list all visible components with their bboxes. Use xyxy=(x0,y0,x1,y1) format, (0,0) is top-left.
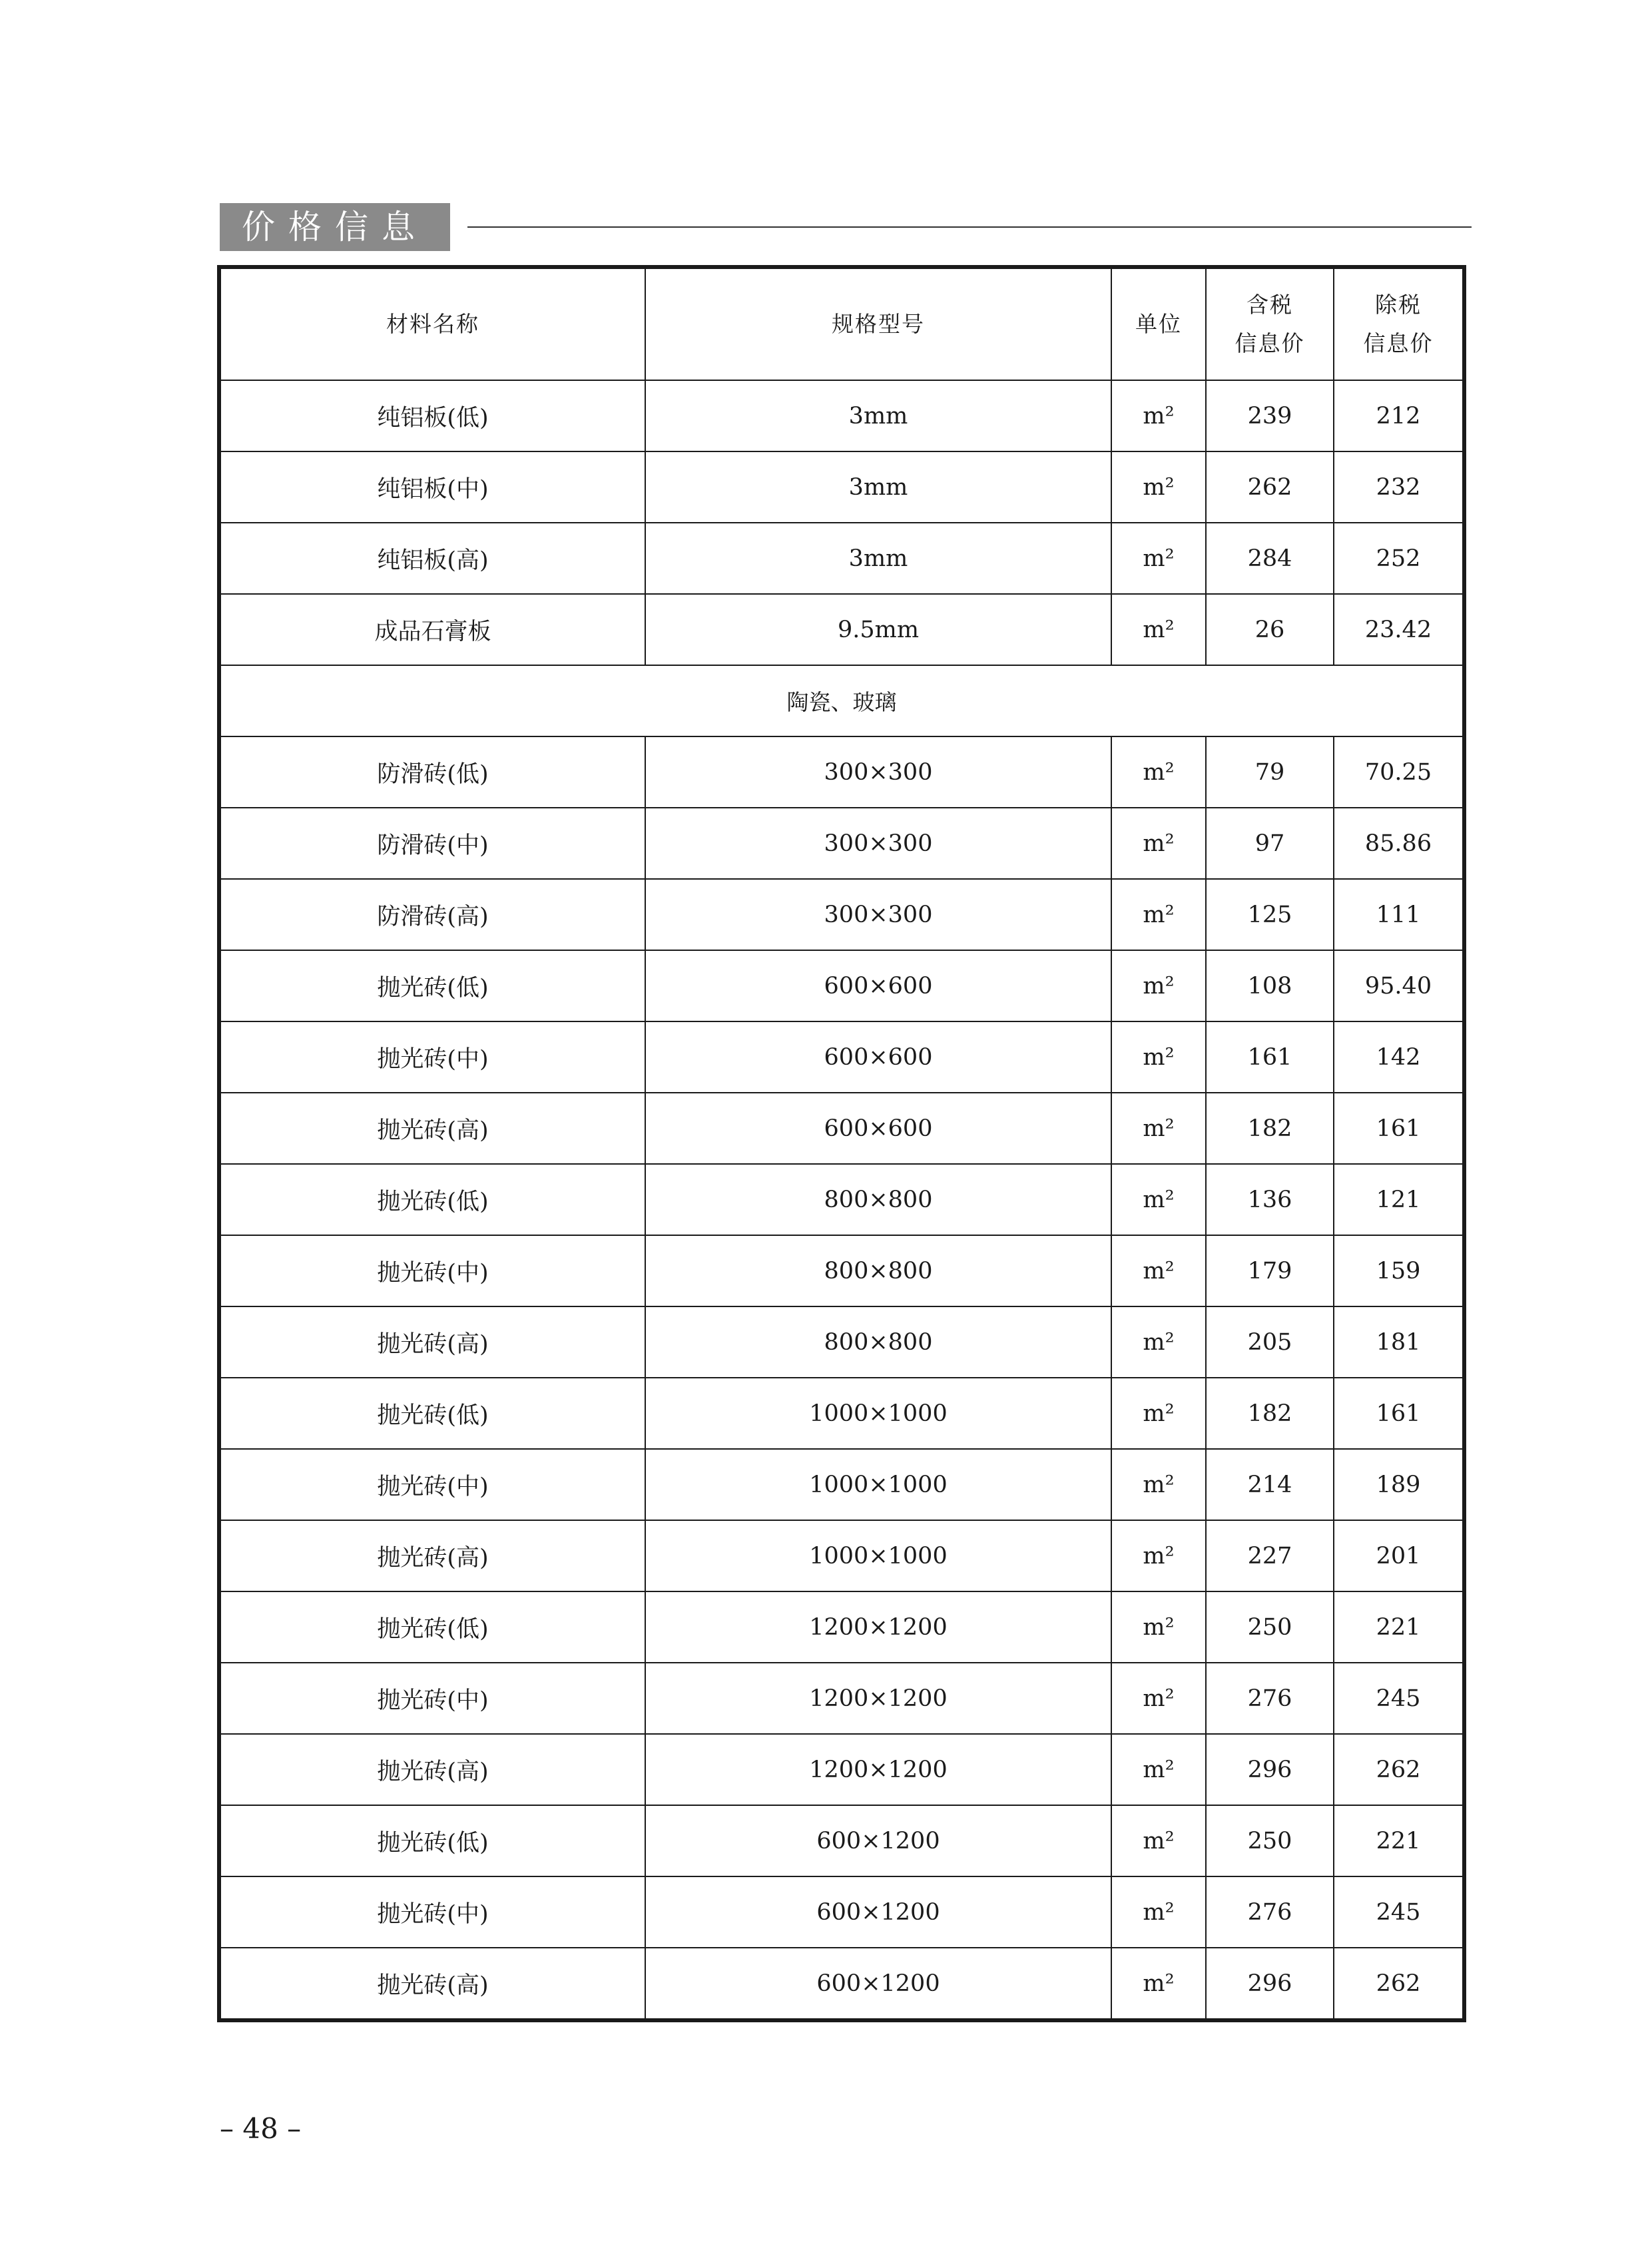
cell-spec: 600×1200 xyxy=(645,1876,1111,1948)
table-row xyxy=(219,380,1464,451)
cell-price-without-tax: 159 xyxy=(1334,1235,1464,1306)
cell-material-name: 纯铝板(中) xyxy=(219,451,645,523)
cell-spec: 3mm xyxy=(645,523,1111,594)
table-row xyxy=(219,451,1464,523)
cell-material-name: 纯铝板(低) xyxy=(219,380,645,451)
table-row xyxy=(219,950,1464,1021)
table-row xyxy=(219,1021,1464,1093)
cell-price-with-tax: 250 xyxy=(1206,1591,1334,1663)
cell-price-without-tax: 95.40 xyxy=(1334,950,1464,1021)
cell-unit: m² xyxy=(1111,1948,1206,2020)
cell-unit: m² xyxy=(1111,1235,1206,1306)
header-unit: 单位 xyxy=(1111,267,1206,380)
cell-price-with-tax: 136 xyxy=(1206,1164,1334,1235)
cell-unit: m² xyxy=(1111,1164,1206,1235)
cell-price-without-tax: 121 xyxy=(1334,1164,1464,1235)
cell-price-with-tax: 296 xyxy=(1206,1734,1334,1805)
cell-price-without-tax: 181 xyxy=(1334,1306,1464,1378)
cell-material-name: 抛光砖(高) xyxy=(219,1093,645,1164)
cell-material-name: 抛光砖(中) xyxy=(219,1021,645,1093)
cell-price-with-tax: 108 xyxy=(1206,950,1334,1021)
cell-spec: 800×800 xyxy=(645,1235,1111,1306)
cell-price-with-tax: 250 xyxy=(1206,1805,1334,1876)
category-label: 陶瓷、玻璃 xyxy=(219,665,1464,736)
cell-unit: m² xyxy=(1111,879,1206,950)
cell-spec: 9.5mm xyxy=(645,594,1111,665)
table-row xyxy=(219,1164,1464,1235)
table-row xyxy=(219,1093,1464,1164)
table-row xyxy=(219,1734,1464,1805)
table-row xyxy=(219,1449,1464,1520)
table-row xyxy=(219,1378,1464,1449)
cell-spec: 1000×1000 xyxy=(645,1520,1111,1591)
cell-price-with-tax: 284 xyxy=(1206,523,1334,594)
cell-price-without-tax: 252 xyxy=(1334,523,1464,594)
cell-spec: 800×800 xyxy=(645,1164,1111,1235)
cell-unit: m² xyxy=(1111,1663,1206,1734)
table-row xyxy=(219,523,1464,594)
cell-material-name: 抛光砖(中) xyxy=(219,1876,645,1948)
cell-material-name: 抛光砖(低) xyxy=(219,950,645,1021)
cell-material-name: 防滑砖(中) xyxy=(219,808,645,879)
cell-unit: m² xyxy=(1111,1734,1206,1805)
cell-price-with-tax: 276 xyxy=(1206,1876,1334,1948)
cell-spec: 600×600 xyxy=(645,1021,1111,1093)
table-header-row xyxy=(219,267,1464,380)
cell-price-with-tax: 161 xyxy=(1206,1021,1334,1093)
cell-unit: m² xyxy=(1111,1876,1206,1948)
cell-price-with-tax: 125 xyxy=(1206,879,1334,950)
cell-spec: 1000×1000 xyxy=(645,1449,1111,1520)
cell-spec: 1000×1000 xyxy=(645,1378,1111,1449)
table-row xyxy=(219,808,1464,879)
cell-unit: m² xyxy=(1111,1520,1206,1591)
cell-unit: m² xyxy=(1111,736,1206,808)
cell-unit: m² xyxy=(1111,523,1206,594)
cell-price-with-tax: 262 xyxy=(1206,451,1334,523)
cell-price-with-tax: 182 xyxy=(1206,1093,1334,1164)
table-row xyxy=(219,1805,1464,1876)
header-price-with-tax: 含税 信息价 xyxy=(1206,267,1334,380)
table-row xyxy=(219,1948,1464,2020)
cell-price-without-tax: 189 xyxy=(1334,1449,1464,1520)
cell-price-with-tax: 239 xyxy=(1206,380,1334,451)
cell-unit: m² xyxy=(1111,1805,1206,1876)
header-rule xyxy=(467,226,1472,228)
cell-price-with-tax: 79 xyxy=(1206,736,1334,808)
cell-price-with-tax: 227 xyxy=(1206,1520,1334,1591)
cell-price-without-tax: 161 xyxy=(1334,1378,1464,1449)
cell-price-without-tax: 212 xyxy=(1334,380,1464,451)
cell-price-with-tax: 276 xyxy=(1206,1663,1334,1734)
cell-unit: m² xyxy=(1111,1449,1206,1520)
cell-spec: 300×300 xyxy=(645,736,1111,808)
cell-price-with-tax: 97 xyxy=(1206,808,1334,879)
cell-price-without-tax: 161 xyxy=(1334,1093,1464,1164)
cell-unit: m² xyxy=(1111,451,1206,523)
page-number: – 48 – xyxy=(220,2112,302,2145)
header-material-name: 材料名称 xyxy=(219,267,645,380)
cell-material-name: 抛光砖(高) xyxy=(219,1520,645,1591)
section-title: 价格信息 xyxy=(220,203,450,251)
cell-spec: 3mm xyxy=(645,451,1111,523)
price-table xyxy=(217,265,1466,2022)
table-body xyxy=(219,380,1464,2020)
table-row xyxy=(219,594,1464,665)
cell-spec: 1200×1200 xyxy=(645,1734,1111,1805)
cell-material-name: 防滑砖(低) xyxy=(219,736,645,808)
table-row xyxy=(219,736,1464,808)
cell-price-with-tax: 179 xyxy=(1206,1235,1334,1306)
cell-material-name: 抛光砖(低) xyxy=(219,1805,645,1876)
cell-material-name: 纯铝板(高) xyxy=(219,523,645,594)
cell-unit: m² xyxy=(1111,1021,1206,1093)
table-row xyxy=(219,879,1464,950)
cell-material-name: 成品石膏板 xyxy=(219,594,645,665)
table-row xyxy=(219,1591,1464,1663)
cell-price-with-tax: 214 xyxy=(1206,1449,1334,1520)
cell-material-name: 抛光砖(高) xyxy=(219,1734,645,1805)
cell-unit: m² xyxy=(1111,380,1206,451)
cell-unit: m² xyxy=(1111,1093,1206,1164)
table-row xyxy=(219,1235,1464,1306)
table-row xyxy=(219,1306,1464,1378)
cell-unit: m² xyxy=(1111,808,1206,879)
table-row xyxy=(219,1520,1464,1591)
cell-price-without-tax: 245 xyxy=(1334,1663,1464,1734)
cell-price-with-tax: 182 xyxy=(1206,1378,1334,1449)
cell-spec: 600×600 xyxy=(645,1093,1111,1164)
cell-spec: 1200×1200 xyxy=(645,1591,1111,1663)
cell-spec: 1200×1200 xyxy=(645,1663,1111,1734)
cell-unit: m² xyxy=(1111,1591,1206,1663)
cell-price-without-tax: 111 xyxy=(1334,879,1464,950)
cell-spec: 800×800 xyxy=(645,1306,1111,1378)
cell-spec: 3mm xyxy=(645,380,1111,451)
cell-price-without-tax: 85.86 xyxy=(1334,808,1464,879)
section-header xyxy=(220,203,1472,251)
header-spec: 规格型号 xyxy=(645,267,1111,380)
cell-price-without-tax: 221 xyxy=(1334,1805,1464,1876)
table-row xyxy=(219,1876,1464,1948)
category-row xyxy=(219,665,1464,736)
cell-price-with-tax: 26 xyxy=(1206,594,1334,665)
cell-spec: 600×600 xyxy=(645,950,1111,1021)
cell-material-name: 抛光砖(低) xyxy=(219,1164,645,1235)
cell-spec: 600×1200 xyxy=(645,1948,1111,2020)
cell-spec: 300×300 xyxy=(645,879,1111,950)
cell-material-name: 抛光砖(高) xyxy=(219,1306,645,1378)
cell-price-without-tax: 70.25 xyxy=(1334,736,1464,808)
price-table-container xyxy=(217,265,1462,2022)
cell-material-name: 防滑砖(高) xyxy=(219,879,645,950)
cell-material-name: 抛光砖(中) xyxy=(219,1663,645,1734)
table-row xyxy=(219,1663,1464,1734)
cell-unit: m² xyxy=(1111,594,1206,665)
cell-price-without-tax: 262 xyxy=(1334,1734,1464,1805)
header-price-without-tax: 除税 信息价 xyxy=(1334,267,1464,380)
cell-material-name: 抛光砖(中) xyxy=(219,1235,645,1306)
cell-price-without-tax: 232 xyxy=(1334,451,1464,523)
cell-price-with-tax: 296 xyxy=(1206,1948,1334,2020)
cell-price-with-tax: 205 xyxy=(1206,1306,1334,1378)
cell-price-without-tax: 245 xyxy=(1334,1876,1464,1948)
cell-spec: 600×1200 xyxy=(645,1805,1111,1876)
cell-price-without-tax: 142 xyxy=(1334,1021,1464,1093)
cell-material-name: 抛光砖(高) xyxy=(219,1948,645,2020)
cell-material-name: 抛光砖(中) xyxy=(219,1449,645,1520)
cell-unit: m² xyxy=(1111,1306,1206,1378)
cell-price-without-tax: 262 xyxy=(1334,1948,1464,2020)
cell-price-without-tax: 23.42 xyxy=(1334,594,1464,665)
cell-unit: m² xyxy=(1111,1378,1206,1449)
cell-material-name: 抛光砖(低) xyxy=(219,1378,645,1449)
cell-spec: 300×300 xyxy=(645,808,1111,879)
cell-price-without-tax: 201 xyxy=(1334,1520,1464,1591)
cell-unit: m² xyxy=(1111,950,1206,1021)
cell-material-name: 抛光砖(低) xyxy=(219,1591,645,1663)
cell-price-without-tax: 221 xyxy=(1334,1591,1464,1663)
